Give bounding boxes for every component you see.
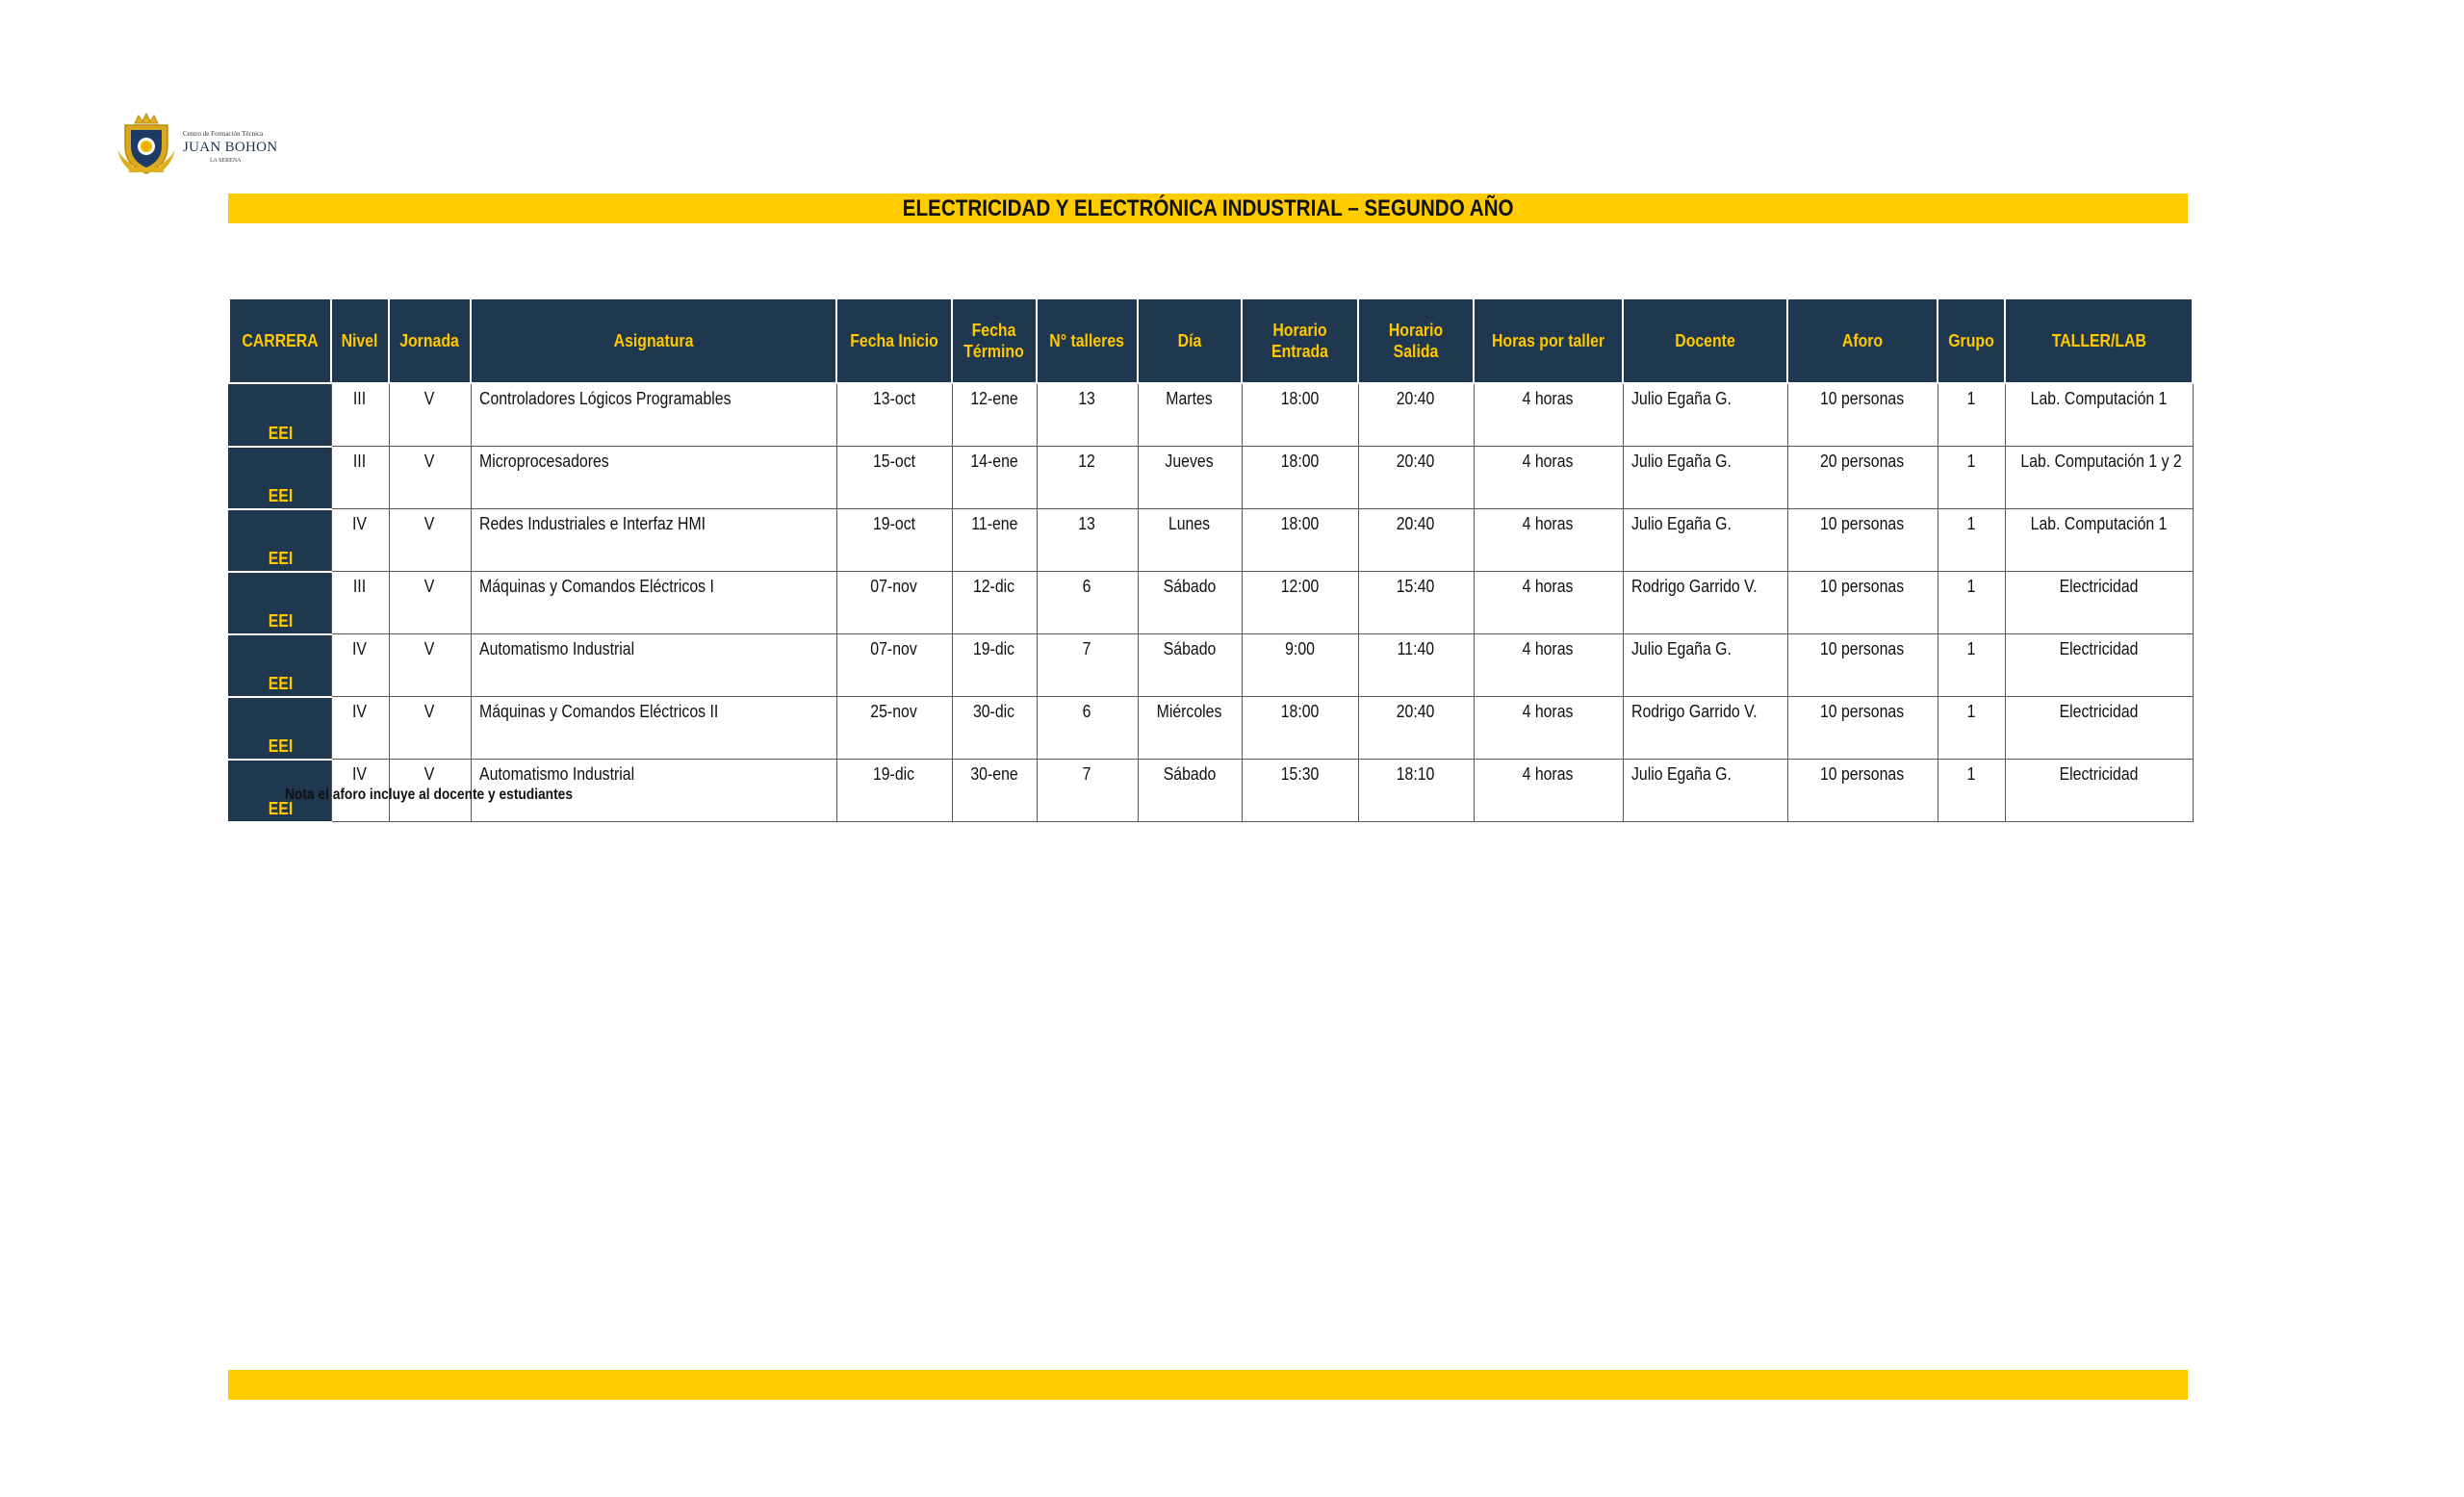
cell-taller-lab: Lab. Computación 1 bbox=[2005, 383, 2193, 447]
cell-docente: Julio Egaña G. bbox=[1623, 634, 1787, 697]
cell-nivel: IV bbox=[331, 634, 389, 697]
table-body bbox=[229, 383, 2193, 822]
cell-dia: Sábado bbox=[1138, 760, 1242, 822]
header-n-talleres: N° talleres bbox=[1037, 298, 1138, 383]
cell-carrera: EEI bbox=[229, 447, 331, 509]
footer-bar bbox=[228, 1370, 2188, 1400]
cell-docente: Julio Egaña G. bbox=[1623, 509, 1787, 572]
cell-dia: Jueves bbox=[1138, 447, 1242, 509]
cell-horas-por-taller: 4 horas bbox=[1474, 634, 1623, 697]
cell-grupo: 1 bbox=[1938, 697, 2005, 760]
cell-asignatura: Automatismo Industrial bbox=[471, 760, 836, 822]
header-nivel: Nivel bbox=[331, 298, 389, 383]
header-jornada: Jornada bbox=[389, 298, 471, 383]
cell-horario-salida: 20:40 bbox=[1358, 447, 1474, 509]
cell-aforo: 10 personas bbox=[1787, 760, 1938, 822]
cell-n-talleres: 12 bbox=[1037, 447, 1138, 509]
table-row bbox=[229, 634, 2193, 697]
header-fecha-inicio: Fecha Inicio bbox=[836, 298, 952, 383]
cell-horario-entrada: 18:00 bbox=[1242, 697, 1358, 760]
cell-horario-salida: 20:40 bbox=[1358, 697, 1474, 760]
header-docente: Docente bbox=[1623, 298, 1787, 383]
cell-n-talleres: 7 bbox=[1037, 760, 1138, 822]
cell-horas-por-taller: 4 horas bbox=[1474, 572, 1623, 634]
cell-n-talleres: 13 bbox=[1037, 383, 1138, 447]
cell-aforo: 10 personas bbox=[1787, 697, 1938, 760]
cell-docente: Rodrigo Garrido V. bbox=[1623, 572, 1787, 634]
cell-jornada: V bbox=[389, 447, 471, 509]
cell-docente: Rodrigo Garrido V. bbox=[1623, 697, 1787, 760]
cell-n-talleres: 6 bbox=[1037, 572, 1138, 634]
cell-carrera: EEI bbox=[229, 634, 331, 697]
cell-dia: Martes bbox=[1138, 383, 1242, 447]
page-title: ELECTRICIDAD Y ELECTRÓNICA INDUSTRIAL – SEGUNDO AÑO bbox=[902, 194, 1514, 221]
cell-horario-salida: 18:10 bbox=[1358, 760, 1474, 822]
table-row bbox=[229, 572, 2193, 634]
cell-fecha-termino: 19-dic bbox=[952, 634, 1037, 697]
cell-carrera: EEI bbox=[229, 383, 331, 447]
cell-nivel: IV bbox=[331, 697, 389, 760]
cell-asignatura: Controladores Lógicos Programables bbox=[471, 383, 836, 447]
header-taller-lab: TALLER/LAB bbox=[2005, 298, 2193, 383]
cell-horas-por-taller: 4 horas bbox=[1474, 383, 1623, 447]
cell-taller-lab: Electricidad bbox=[2005, 697, 2193, 760]
title-bar bbox=[228, 194, 2188, 223]
cell-horario-salida: 11:40 bbox=[1358, 634, 1474, 697]
cell-jornada: V bbox=[389, 509, 471, 572]
cell-aforo: 20 personas bbox=[1787, 447, 1938, 509]
cell-horas-por-taller: 4 horas bbox=[1474, 509, 1623, 572]
cell-nivel: III bbox=[331, 383, 389, 447]
cell-nivel: III bbox=[331, 572, 389, 634]
cell-asignatura: Máquinas y Comandos Eléctricos II bbox=[471, 697, 836, 760]
cell-n-talleres: 7 bbox=[1037, 634, 1138, 697]
header-horario-entrada: Horario Entrada bbox=[1242, 298, 1358, 383]
cell-carrera: EEI bbox=[229, 697, 331, 760]
cell-grupo: 1 bbox=[1938, 572, 2005, 634]
cell-dia: Lunes bbox=[1138, 509, 1242, 572]
cell-asignatura: Automatismo Industrial bbox=[471, 634, 836, 697]
cell-horario-entrada: 12:00 bbox=[1242, 572, 1358, 634]
cell-nivel: IV bbox=[331, 509, 389, 572]
cell-fecha-inicio: 07-nov bbox=[836, 634, 952, 697]
cell-aforo: 10 personas bbox=[1787, 509, 1938, 572]
cell-fecha-termino: 12-dic bbox=[952, 572, 1037, 634]
cell-jornada: V bbox=[389, 572, 471, 634]
cell-horas-por-taller: 4 horas bbox=[1474, 697, 1623, 760]
cell-aforo: 10 personas bbox=[1787, 383, 1938, 447]
cell-fecha-termino: 11-ene bbox=[952, 509, 1037, 572]
cell-horario-entrada: 18:00 bbox=[1242, 509, 1358, 572]
cell-horario-salida: 15:40 bbox=[1358, 572, 1474, 634]
cell-taller-lab: Electricidad bbox=[2005, 634, 2193, 697]
cell-jornada: V bbox=[389, 383, 471, 447]
cell-fecha-termino: 14-ene bbox=[952, 447, 1037, 509]
cell-jornada: V bbox=[389, 697, 471, 760]
header-horas-por-taller: Horas por taller bbox=[1474, 298, 1623, 383]
table-header-row bbox=[229, 298, 2193, 383]
cell-horas-por-taller: 4 horas bbox=[1474, 447, 1623, 509]
schedule-table bbox=[228, 297, 2194, 823]
cell-n-talleres: 13 bbox=[1037, 509, 1138, 572]
cell-dia: Sábado bbox=[1138, 572, 1242, 634]
cell-taller-lab: Lab. Computación 1 y 2 bbox=[2005, 447, 2193, 509]
cell-horario-entrada: 18:00 bbox=[1242, 447, 1358, 509]
cell-asignatura: Máquinas y Comandos Eléctricos I bbox=[471, 572, 836, 634]
institution-logo bbox=[116, 112, 298, 179]
cell-taller-lab: Electricidad bbox=[2005, 572, 2193, 634]
header-horario-salida: Horario Salida bbox=[1358, 298, 1474, 383]
cell-horario-salida: 20:40 bbox=[1358, 509, 1474, 572]
cell-fecha-inicio: 07-nov bbox=[836, 572, 952, 634]
cell-fecha-inicio: 15-oct bbox=[836, 447, 952, 509]
cell-nivel: III bbox=[331, 447, 389, 509]
cell-horas-por-taller: 4 horas bbox=[1474, 760, 1623, 822]
cell-asignatura: Redes Industriales e Interfaz HMI bbox=[471, 509, 836, 572]
cell-fecha-inicio: 25-nov bbox=[836, 697, 952, 760]
table-row bbox=[229, 383, 2193, 447]
cell-n-talleres: 6 bbox=[1037, 697, 1138, 760]
header-aforo: Aforo bbox=[1787, 298, 1938, 383]
table-row bbox=[229, 697, 2193, 760]
header-carrera: CARRERA bbox=[229, 298, 331, 383]
cell-taller-lab: Lab. Computación 1 bbox=[2005, 509, 2193, 572]
cell-asignatura: Microprocesadores bbox=[471, 447, 836, 509]
cell-carrera: EEI bbox=[229, 509, 331, 572]
logo-city: LA SERENA bbox=[210, 158, 242, 164]
cell-taller-lab: Electricidad bbox=[2005, 760, 2193, 822]
cell-dia: Sábado bbox=[1138, 634, 1242, 697]
header-grupo: Grupo bbox=[1938, 298, 2005, 383]
cell-fecha-termino: 12-ene bbox=[952, 383, 1037, 447]
cell-horario-entrada: 18:00 bbox=[1242, 383, 1358, 447]
footnote: Nota el aforo incluye al docente y estudiantes bbox=[285, 787, 573, 803]
cell-grupo: 1 bbox=[1938, 634, 2005, 697]
cell-docente: Julio Egaña G. bbox=[1623, 447, 1787, 509]
cell-fecha-inicio: 19-dic bbox=[836, 760, 952, 822]
cell-horario-entrada: 9:00 bbox=[1242, 634, 1358, 697]
header-fecha-termino: Fecha Término bbox=[952, 298, 1037, 383]
table-row bbox=[229, 447, 2193, 509]
cell-nivel: IV bbox=[331, 760, 389, 822]
cell-grupo: 1 bbox=[1938, 383, 2005, 447]
cell-aforo: 10 personas bbox=[1787, 572, 1938, 634]
cell-dia: Miércoles bbox=[1138, 697, 1242, 760]
cell-grupo: 1 bbox=[1938, 447, 2005, 509]
cell-carrera: EEI bbox=[229, 760, 331, 822]
cell-horario-salida: 20:40 bbox=[1358, 383, 1474, 447]
cell-grupo: 1 bbox=[1938, 760, 2005, 822]
logo-name: JUAN BOHON bbox=[183, 140, 278, 155]
cell-fecha-inicio: 19-oct bbox=[836, 509, 952, 572]
logo-subtitle: Centro de Formación Técnica bbox=[183, 130, 264, 138]
cell-docente: Julio Egaña G. bbox=[1623, 383, 1787, 447]
cell-jornada: V bbox=[389, 760, 471, 822]
cell-fecha-termino: 30-ene bbox=[952, 760, 1037, 822]
cell-carrera: EEI bbox=[229, 572, 331, 634]
cell-docente: Julio Egaña G. bbox=[1623, 760, 1787, 822]
cell-jornada: V bbox=[389, 634, 471, 697]
cell-aforo: 10 personas bbox=[1787, 634, 1938, 697]
cell-horario-entrada: 15:30 bbox=[1242, 760, 1358, 822]
header-asignatura: Asignatura bbox=[471, 298, 836, 383]
table-row bbox=[229, 509, 2193, 572]
cell-grupo: 1 bbox=[1938, 509, 2005, 572]
cell-fecha-inicio: 13-oct bbox=[836, 383, 952, 447]
header-dia: Día bbox=[1138, 298, 1242, 383]
cell-fecha-termino: 30-dic bbox=[952, 697, 1037, 760]
crest-icon bbox=[116, 112, 177, 175]
